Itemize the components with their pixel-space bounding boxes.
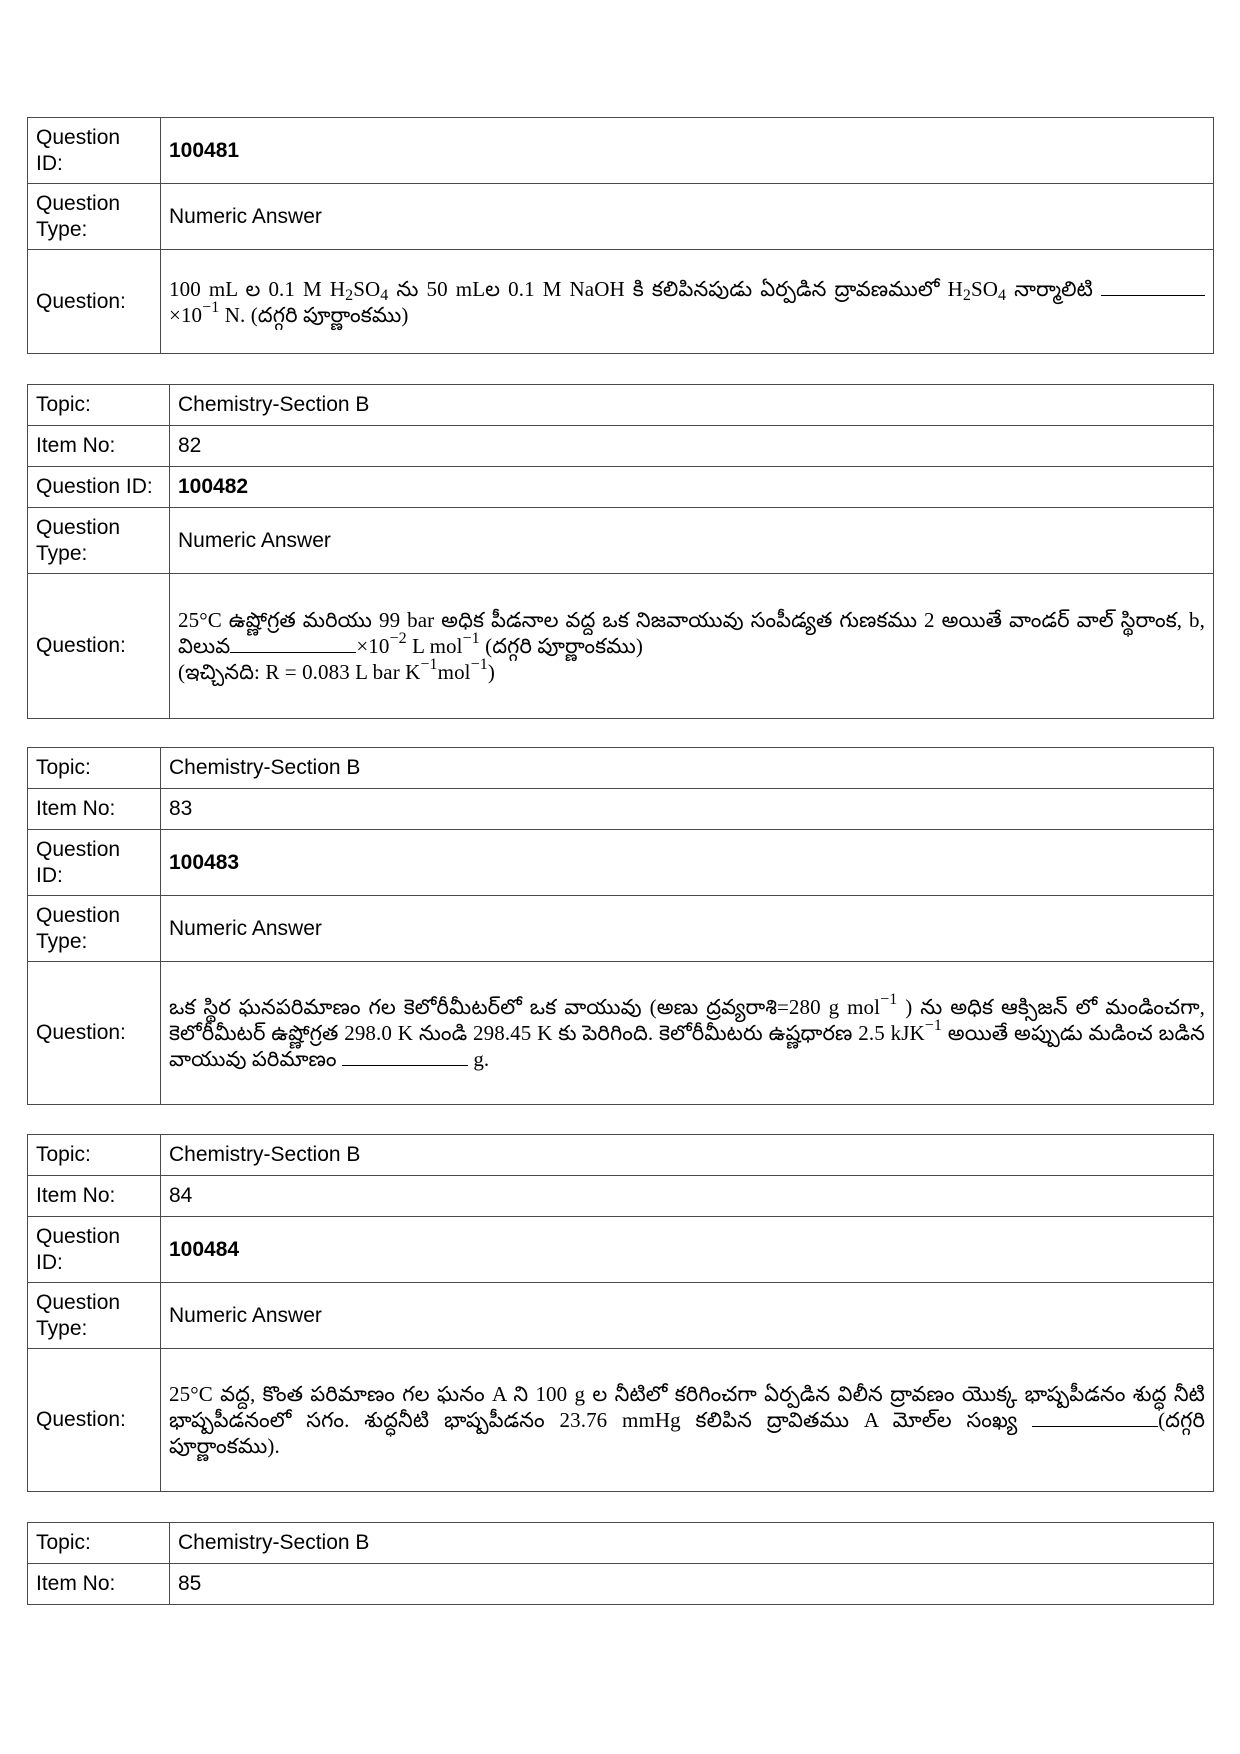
item-no-value: 82: [170, 426, 1214, 467]
item-no-value: 84: [161, 1176, 1214, 1217]
question-label: Question:: [28, 962, 161, 1105]
item-no-label: Item No:: [28, 426, 170, 467]
question-type-value: Numeric Answer: [161, 1283, 1214, 1349]
question-label: Question:: [28, 1349, 161, 1492]
question-id-label: Question ID:: [28, 118, 161, 184]
item-no-label: Item No:: [28, 789, 161, 830]
item-no-value: 83: [161, 789, 1214, 830]
question-table-100482: [27, 384, 1214, 719]
topic-value: Chemistry-Section B: [161, 748, 1214, 789]
question-label: Question:: [28, 574, 170, 719]
question-id-value: 100482: [170, 467, 1214, 508]
topic-value: Chemistry-Section B: [170, 1523, 1214, 1564]
topic-value: Chemistry-Section B: [161, 1135, 1214, 1176]
topic-label: Topic:: [28, 1523, 170, 1564]
question-table-100483: [27, 747, 1214, 1105]
question-id-label: Question ID:: [28, 830, 161, 896]
question-text: 25°C ఉష్ణోగ్రత మరియు 99 bar అధిక పీడనాల వద్ద ఒక నిజవాయువు సంపీడ్యత గుణకము 2 అయితే వాండర్ వాల్ స్థిరాంక, b, విలువ $\times 10^{-2}$ L mol$^{-1}$ (దగ్గరి పూర్ణాంకము) (ఇచ్చినది: R = 0.083 L bar $K^{-1}mol^{-1}$): [170, 574, 1214, 719]
question-type-label: Question Type:: [28, 184, 161, 250]
question-type-value: Numeric Answer: [170, 508, 1214, 574]
item-no-value: 85: [170, 1564, 1214, 1605]
answer-blank: [1032, 1408, 1158, 1427]
question-table-item-85: [27, 1522, 1214, 1605]
item-no-label: Item No:: [28, 1564, 170, 1605]
answer-blank: [342, 1047, 468, 1066]
question-table-100484: [27, 1134, 1214, 1492]
topic-value: Chemistry-Section B: [170, 385, 1214, 426]
answer-blank: [1101, 277, 1205, 296]
question-id-value: 100484: [161, 1217, 1214, 1283]
question-id-value: 100481: [161, 118, 1214, 184]
topic-label: Topic:: [28, 385, 170, 426]
topic-label: Topic:: [28, 748, 161, 789]
question-label: Question:: [28, 250, 161, 354]
question-table-100481: [27, 117, 1214, 354]
topic-label: Topic:: [28, 1135, 161, 1176]
question-type-label: Question Type:: [28, 1283, 161, 1349]
question-text: 100 mL ల 0.1 M $H_2SO_4$ ను 50 mLల 0.1 M NaOH కి కలిపినపుడు ఏర్పడిన ద్రావణములో $H_2SO_4$ నార్మాలిటి $\times 10^{-1}$ N. (దగ్గరి పూర్ణాంకము): [161, 250, 1214, 354]
item-no-label: Item No:: [28, 1176, 161, 1217]
question-id-label: Question ID:: [28, 467, 170, 508]
question-type-label: Question Type:: [28, 508, 170, 574]
answer-blank: [230, 634, 356, 653]
question-type-label: Question Type:: [28, 896, 161, 962]
question-text: 25°C వద్ద, కొంత పరిమాణం గల ఘనం A ని 100 g ల నీటిలో కరిగించగా ఏర్పడిన విలీన ద్రావణం యొక్క భాష్పపీడనం శుద్ధ నీటి భాష్పపీడనంలో సగం. శుద్ధనీటి భాష్పపీడనం 23.76 mmHg కలిపిన ద్రావితము A మోల్‌ల సంఖ్య (దగ్గరి పూర్ణాంకము).: [161, 1349, 1214, 1492]
question-text: ఒక స్థిర ఘనపరిమాణం గల కెలోరీమీటర్‌లో ఒక వాయువు (అణు ద్రవ్యరాశి=280 g mol$^{-1}$ ) ను అధిక ఆక్సిజన్ లో మండించగా, కెలోరీమీటర్ ఉష్ణోగ్రత 298.0 K నుండి 298.45 K కు పెరిగింది. కెలోరీమీటరు ఉష్ణధారణ 2.5 kJK$^{-1}$ అయితే అప్పుడు మడించ బడిన వాయువు పరిమాణం g.: [161, 962, 1214, 1105]
question-id-value: 100483: [161, 830, 1214, 896]
question-type-value: Numeric Answer: [161, 184, 1214, 250]
question-type-value: Numeric Answer: [161, 896, 1214, 962]
question-id-label: Question ID:: [28, 1217, 161, 1283]
